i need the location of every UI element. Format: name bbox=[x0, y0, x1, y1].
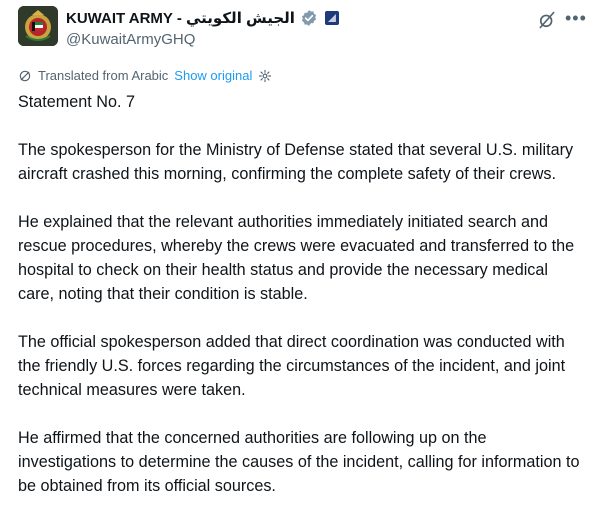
translation-label: Translated from Arabic bbox=[38, 68, 169, 83]
statement-title: Statement No. 7 bbox=[18, 93, 135, 111]
translate-icon bbox=[18, 69, 32, 83]
army-emblem-icon bbox=[18, 6, 58, 46]
show-original-link[interactable]: Show original bbox=[174, 68, 253, 83]
paragraph: The official spokesperson added that direct coordination was conducted with the friendly U.S. forces regarding the circumstances of the incident, and joint technical measures were taken. bbox=[18, 333, 566, 399]
display-name[interactable]: KUWAIT ARMY - الجيش الكويتي bbox=[66, 10, 295, 27]
user-handle[interactable]: @KuwaitArmyGHQ bbox=[66, 31, 196, 48]
more-options-icon[interactable]: ••• bbox=[565, 8, 587, 28]
grok-icon[interactable] bbox=[537, 10, 557, 30]
gear-icon[interactable] bbox=[258, 69, 272, 83]
paragraph: He affirmed that the concerned authorities are following up on the investigations to determine the causes of the incident, calling for information to be obtained from its official sources. bbox=[18, 429, 580, 495]
display-name-row[interactable] bbox=[66, 9, 339, 27]
affiliate-badge-icon[interactable] bbox=[325, 11, 339, 25]
translation-bar bbox=[18, 68, 272, 83]
avatar[interactable] bbox=[18, 6, 58, 46]
post-body bbox=[18, 90, 588, 522]
verified-badge-icon bbox=[300, 9, 318, 27]
paragraph: He explained that the relevant authorities immediately initiated search and rescue procedures, whereby the crews were evacuated and transferred to the hospital to check on their health status and provide the necessary medical care, noting that their condition is stable. bbox=[18, 213, 575, 303]
paragraph: The spokesperson for the Ministry of Defense stated that several U.S. military aircraft crashed this morning, confirming the complete safety of their crews. bbox=[18, 141, 574, 183]
